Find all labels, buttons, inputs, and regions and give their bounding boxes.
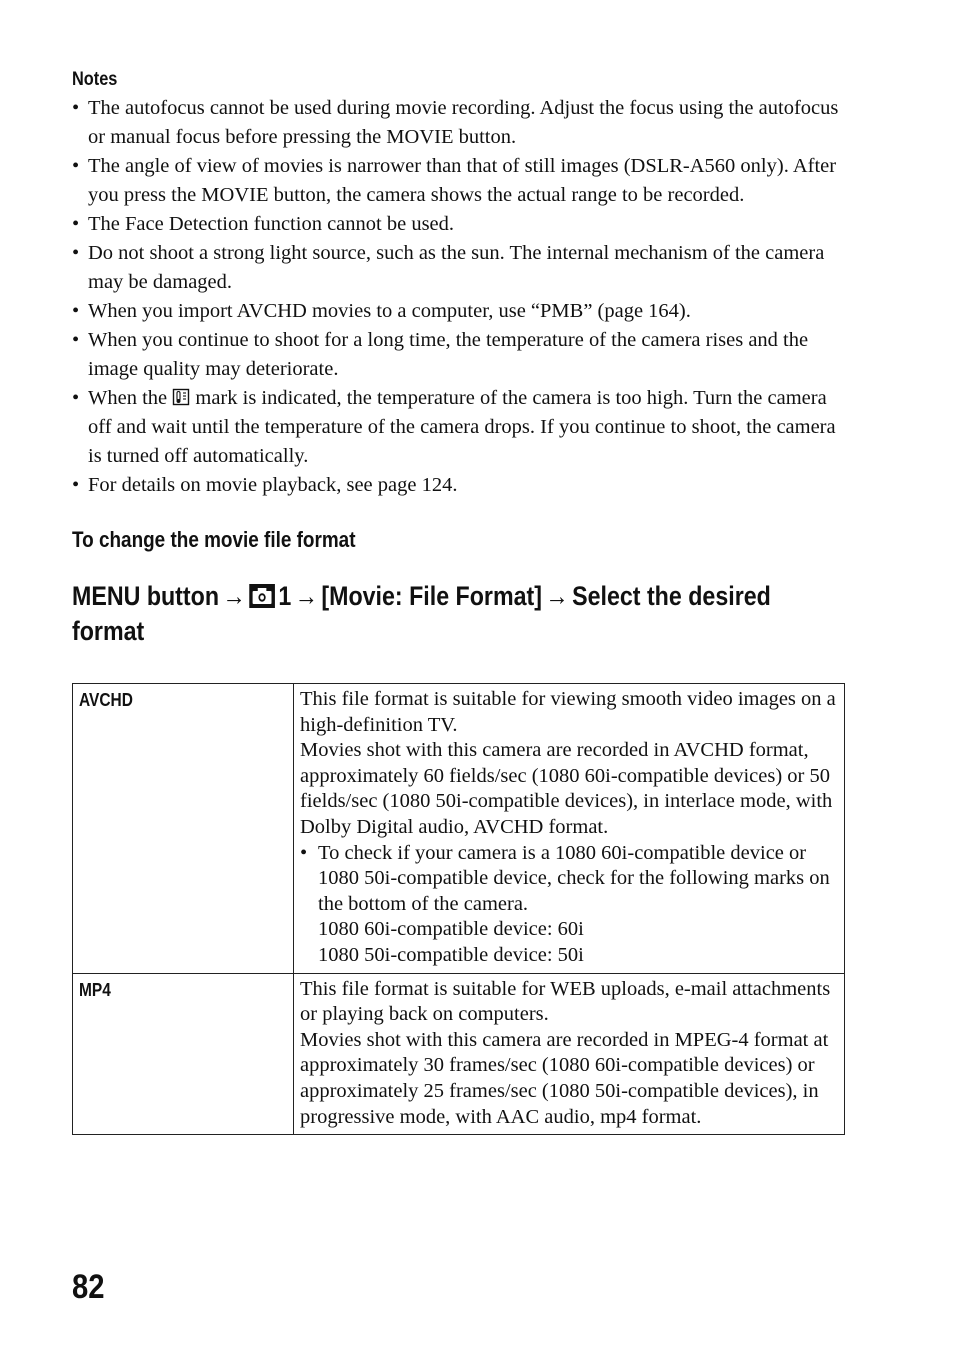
note-item: • When you import AVCHD movies to a computer, use “PMB” (page 164). <box>72 297 852 326</box>
page-content <box>72 66 852 1135</box>
arrow-icon: → <box>222 581 246 611</box>
notes-heading: Notes <box>72 69 118 90</box>
menu-path-part: 1 <box>278 581 292 611</box>
menu-path-part: [Movie: File Format] <box>321 581 542 611</box>
description-paragraph: This file format is suitable for WEB uploads, e-mail attachments or playing back on computers. <box>300 977 831 1026</box>
note-item: • The angle of view of movies is narrower than that of still images (DSLR-A560 only). After you press the MOVIE button, the camera shows the actual range to be recorded. <box>72 152 852 210</box>
note-text: mark is indicated, the temperature of the camera is too high. Turn the camera off and wait until the temperature of the camera drops. If you continue to shoot, the camera is turned off automatically. <box>88 387 836 467</box>
table-row <box>73 973 845 1135</box>
description-line: 1080 60i-compatible device: 60i <box>318 918 584 941</box>
format-name-cell <box>73 973 294 1135</box>
notes-list <box>72 94 852 500</box>
description-paragraph: Movies shot with this camera are recorded in AVCHD format, approximately 60 fields/sec (1080 60i-compatible devices) or 50 fields/sec (1080 50i-compatible devices), in interlace mode, with Dolby Digital audio, AVCHD format. <box>300 739 833 838</box>
note-item: • The Face Detection function cannot be used. <box>72 210 852 239</box>
section-subheading: To change the movie file format <box>72 527 356 552</box>
description-paragraph: Movies shot with this camera are recorded in MPEG-4 format at approximately 30 frames/sec (1080 60i-compatible devices) or approximately 25 frames/sec (1080 50i-compatible devices), in progressive mode, with AAC audio, mp4 format. <box>300 1028 829 1128</box>
description-bullet: • To check if your camera is a 1080 60i-compatible device or 1080 50i-compatible device, check for the following marks on the bottom of the camera. <box>300 841 838 918</box>
menu-path-heading <box>72 579 837 649</box>
note-text: When the <box>88 387 173 409</box>
arrow-icon: → <box>294 581 318 611</box>
format-description-cell <box>294 684 845 974</box>
note-item: • When you continue to shoot for a long time, the temperature of the camera rises and the image quality may deteriorate. <box>72 326 852 384</box>
description-paragraph: This file format is suitable for viewing smooth video images on a high-definition TV. <box>300 688 836 736</box>
menu-path-part: Select the desired format <box>72 581 771 646</box>
page-number: 82 <box>72 1268 105 1306</box>
note-item: • For details on movie playback, see page 124. <box>72 471 852 500</box>
format-description-cell <box>294 973 845 1135</box>
arrow-icon: → <box>545 581 569 611</box>
menu-path-part: MENU button <box>72 581 220 611</box>
format-name: MP4 <box>79 979 111 1000</box>
note-item: • The autofocus cannot be used during movie recording. Adjust the focus using the autofocus or manual focus before pressing the MOVIE button. <box>72 94 852 152</box>
note-item: • Do not shoot a strong light source, such as the sun. The internal mechanism of the camera may be damaged. <box>72 239 852 297</box>
format-name: AVCHD <box>79 690 133 710</box>
format-name-cell <box>73 684 294 974</box>
temperature-warning-icon <box>172 388 190 406</box>
note-item-temperature <box>72 384 852 471</box>
file-format-table <box>72 683 845 1135</box>
table-row <box>73 684 845 974</box>
camera-icon <box>249 584 275 608</box>
description-line: 1080 50i-compatible device: 50i <box>318 943 584 966</box>
